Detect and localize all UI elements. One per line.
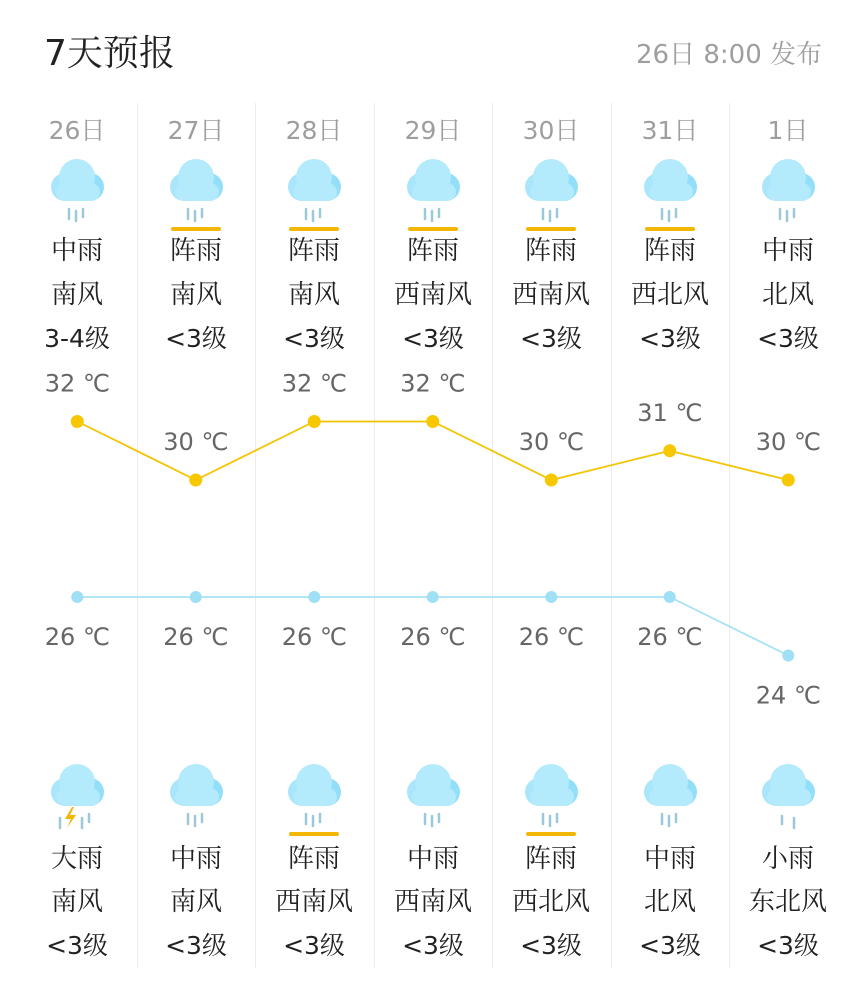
day-date: 29日 [404, 116, 462, 145]
night-wind-direction: 南风 [169, 887, 222, 917]
night-wind-level: <3级 [283, 931, 345, 960]
day-weather: 中雨 [50, 236, 103, 266]
forecast-day-column[interactable] [611, 103, 729, 968]
thunder-rain-icon [42, 758, 112, 838]
shower-icon [516, 153, 586, 233]
day-wind-level: <3级 [520, 324, 582, 353]
day-weather: 中雨 [761, 236, 814, 266]
day-weather: 阵雨 [169, 236, 222, 266]
page-title: 7天预报 [44, 33, 175, 74]
high-temp-label: 30 ℃ [163, 428, 229, 456]
low-temp-label: 26 ℃ [637, 623, 703, 651]
day-wind-level: <3级 [165, 324, 227, 353]
forecast-day-column[interactable] [137, 103, 255, 968]
day-weather: 阵雨 [406, 236, 459, 266]
day-date: 26日 [48, 116, 106, 145]
night-weather: 小雨 [761, 844, 814, 874]
forecast-day-column[interactable] [374, 103, 492, 968]
night-wind-level: <3级 [520, 931, 582, 960]
day-wind-direction: 西南风 [393, 280, 472, 310]
day-date: 1日 [767, 116, 809, 145]
night-wind-direction: 西北风 [511, 887, 590, 917]
moderate-rain-icon [635, 758, 705, 838]
day-wind-level: <3级 [283, 324, 345, 353]
forecast-day-column[interactable] [492, 103, 610, 968]
night-weather: 阵雨 [287, 844, 340, 874]
shower-icon [398, 153, 468, 233]
night-wind-direction: 南风 [50, 887, 103, 917]
night-wind-direction: 东北风 [748, 887, 827, 917]
night-weather: 中雨 [643, 844, 696, 874]
day-wind-direction: 南风 [287, 280, 340, 310]
day-wind-level: <3级 [757, 324, 819, 353]
night-weather: 大雨 [50, 844, 103, 874]
night-wind-level: <3级 [639, 931, 701, 960]
day-date: 30日 [522, 116, 580, 145]
night-weather: 中雨 [169, 844, 222, 874]
low-temp-label: 26 ℃ [44, 623, 110, 651]
forecast-day-column[interactable] [255, 103, 373, 968]
night-wind-direction: 北风 [643, 887, 696, 917]
low-temp-label: 26 ℃ [518, 623, 584, 651]
high-temp-label: 30 ℃ [518, 428, 584, 456]
night-wind-direction: 西南风 [274, 887, 353, 917]
low-temp-label: 24 ℃ [755, 681, 821, 710]
day-date: 31日 [641, 116, 699, 145]
forecast-day-column[interactable] [729, 103, 847, 968]
high-temp-label: 31 ℃ [637, 398, 703, 427]
day-wind-direction: 西北风 [630, 280, 709, 310]
moderate-rain-icon [161, 758, 231, 838]
moderate-rain-icon [42, 153, 112, 233]
night-weather: 阵雨 [524, 844, 577, 874]
shower-icon [161, 153, 231, 233]
low-temp-label: 26 ℃ [163, 623, 229, 651]
day-wind-direction: 南风 [50, 280, 103, 310]
night-wind-level: <3级 [46, 931, 108, 960]
forecast-header [0, 0, 865, 100]
shower-icon [516, 758, 586, 838]
night-wind-level: <3级 [757, 931, 819, 960]
light-rain-icon [753, 758, 823, 838]
low-temp-label: 26 ℃ [400, 623, 466, 651]
moderate-rain-icon [753, 153, 823, 233]
night-weather: 中雨 [406, 844, 459, 874]
day-wind-level: 3-4级 [44, 324, 110, 353]
day-wind-level: <3级 [639, 324, 701, 353]
day-weather: 阵雨 [643, 236, 696, 266]
day-weather: 阵雨 [287, 236, 340, 266]
day-wind-direction: 南风 [169, 280, 222, 310]
high-temp-label: 32 ℃ [400, 369, 466, 398]
high-temp-label: 32 ℃ [44, 369, 110, 398]
day-date: 28日 [285, 116, 343, 145]
shower-icon [635, 153, 705, 233]
high-temp-label: 32 ℃ [281, 369, 347, 398]
day-weather: 阵雨 [524, 236, 577, 266]
shower-icon [279, 153, 349, 233]
day-date: 27日 [167, 116, 225, 145]
night-wind-level: <3级 [165, 931, 227, 960]
night-wind-level: <3级 [402, 931, 464, 960]
day-wind-direction: 北风 [761, 280, 814, 310]
high-temp-label: 30 ℃ [755, 428, 821, 456]
shower-icon [279, 758, 349, 838]
night-wind-direction: 西南风 [393, 887, 472, 917]
forecast-day-column[interactable] [18, 103, 136, 968]
moderate-rain-icon [398, 758, 468, 838]
day-wind-direction: 西南风 [511, 280, 590, 310]
publish-time: 26日 8:00 发布 [636, 40, 822, 70]
low-temp-label: 26 ℃ [281, 623, 347, 651]
day-wind-level: <3级 [402, 324, 464, 353]
